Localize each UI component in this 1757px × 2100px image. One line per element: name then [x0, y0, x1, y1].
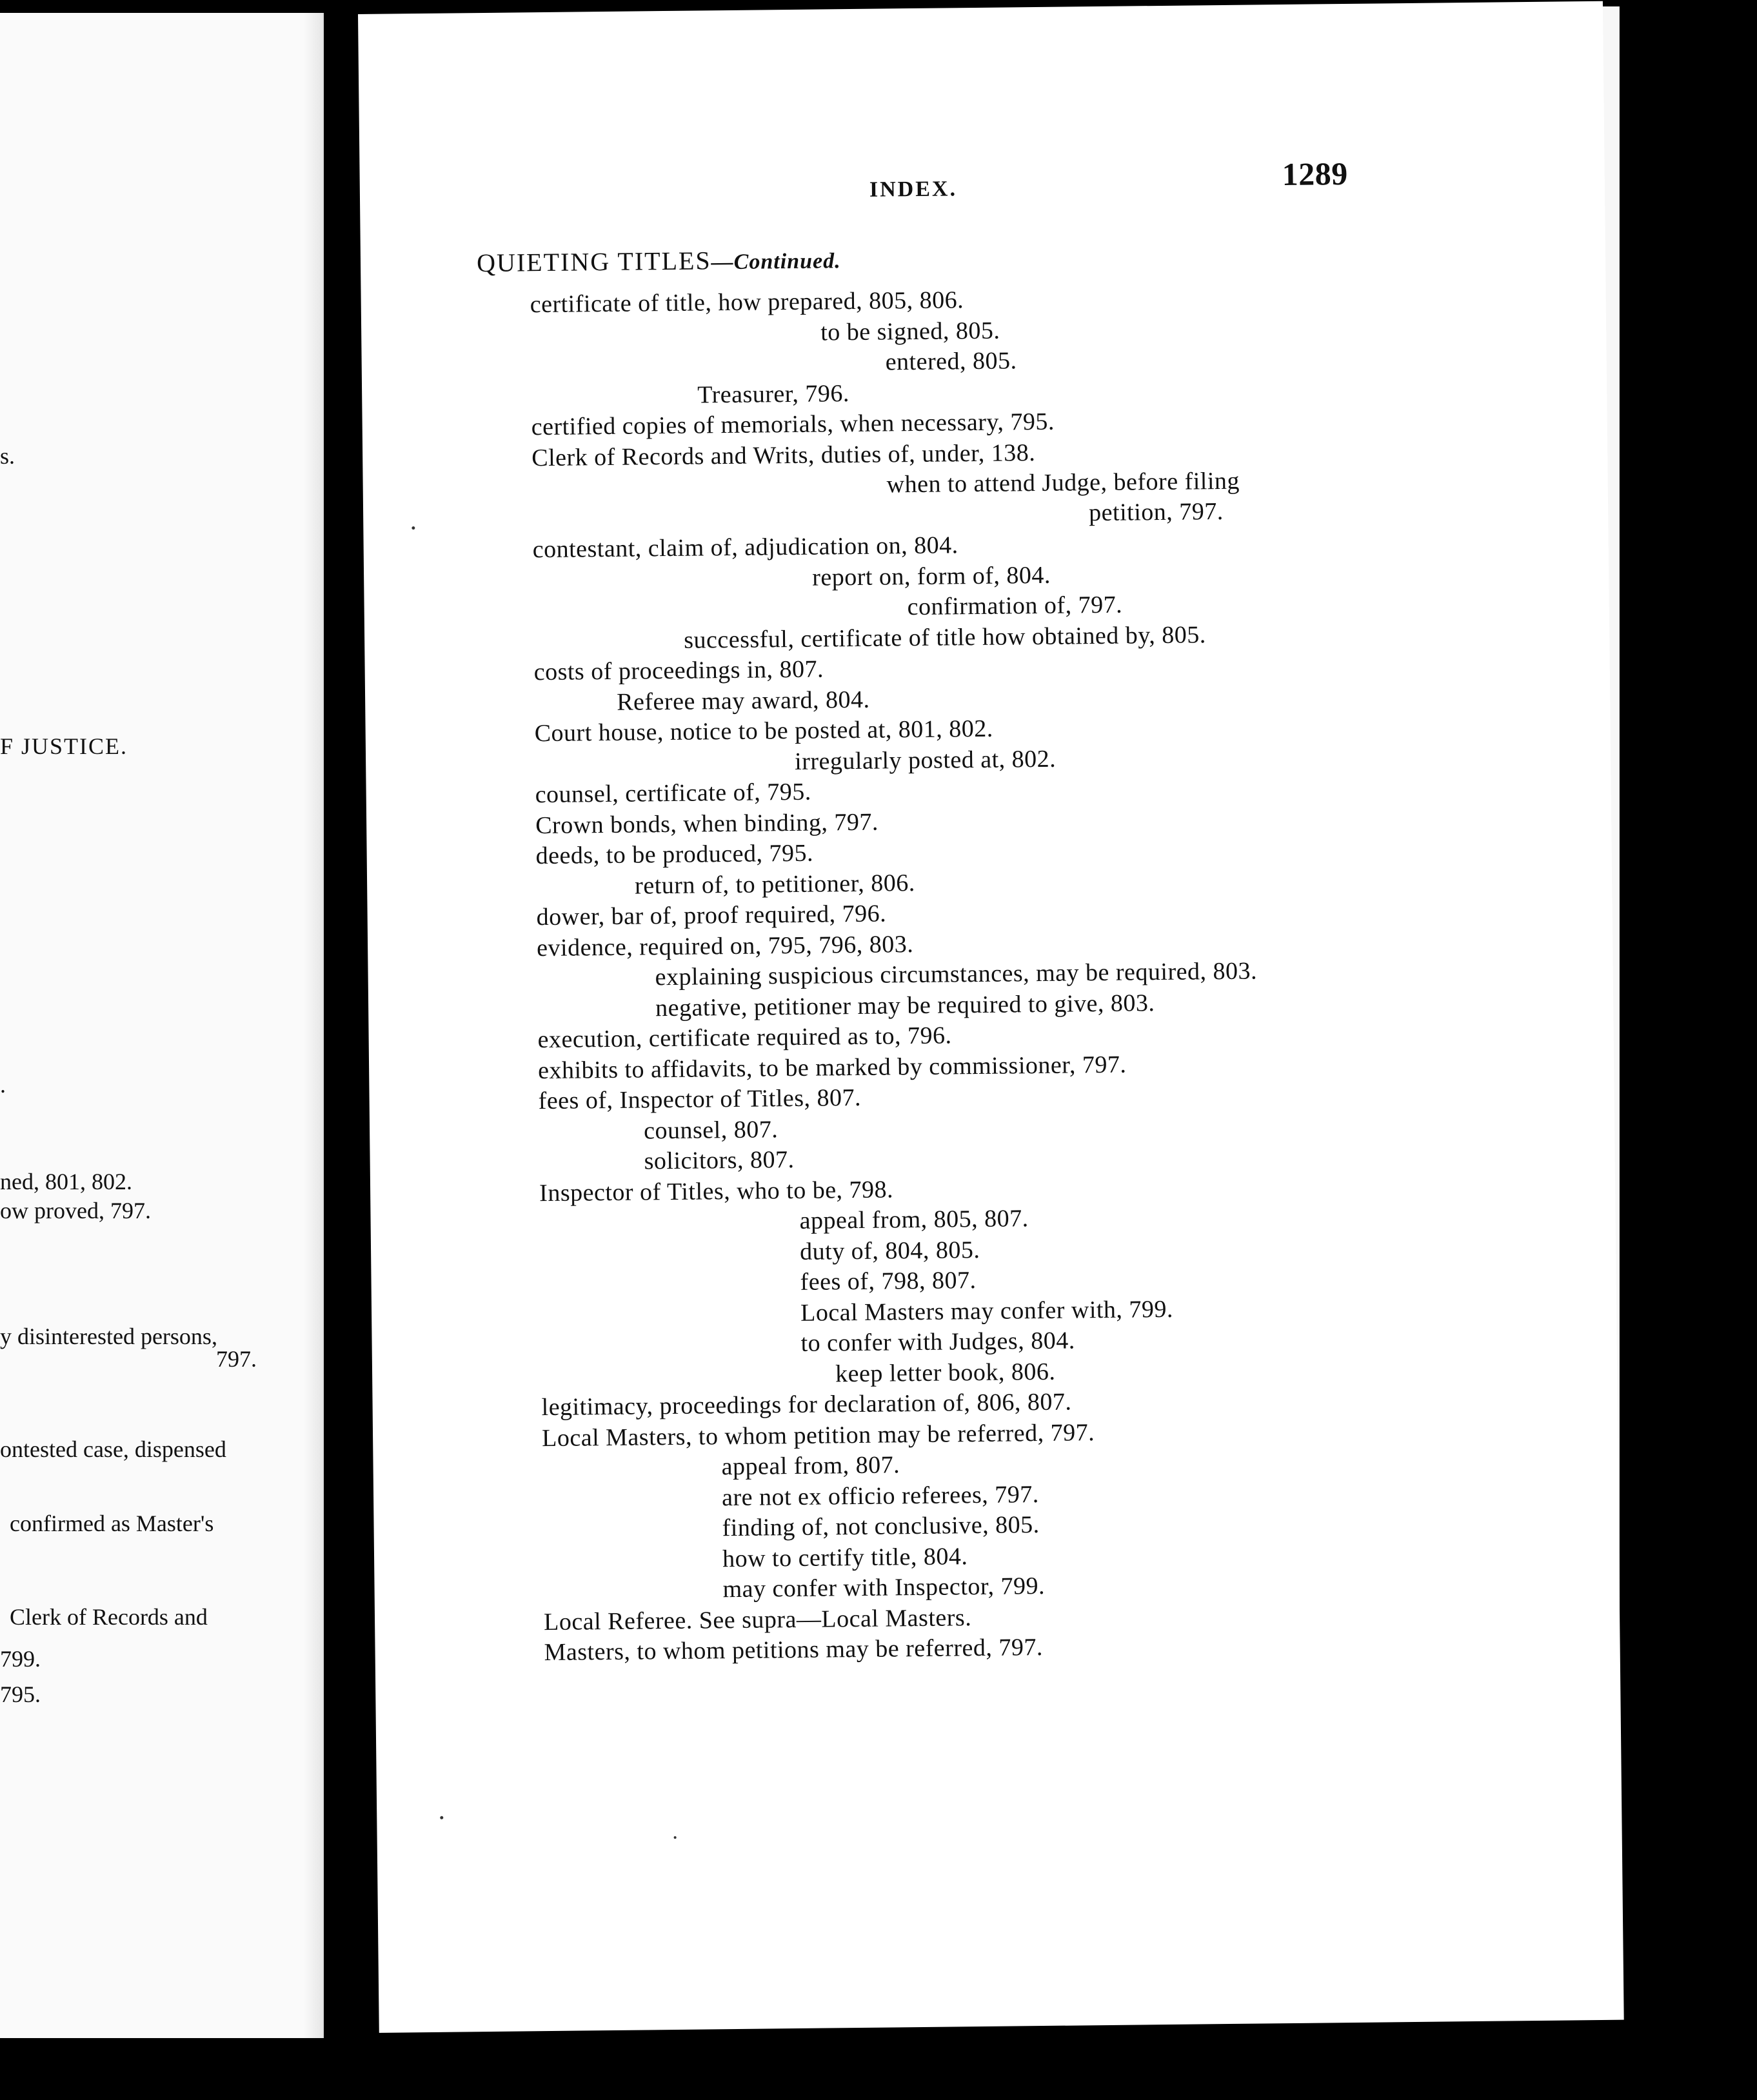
section-title: QUIETING TITLES: [476, 246, 711, 278]
left-fragment-text: ned, 801, 802.: [0, 1169, 132, 1194]
index-entry: Crown bonds, when binding, 797.: [535, 808, 879, 840]
left-fragment-text: F JUSTICE.: [0, 733, 128, 759]
index-entry: solicitors, 807.: [644, 1146, 795, 1175]
section-continued: —Continued.: [711, 249, 841, 275]
index-entry: legitimacy, proceedings for declaration of, 806, 807.: [541, 1388, 1072, 1421]
index-entry: counsel, certificate of, 795.: [535, 778, 811, 809]
index-entry: keep letter book, 806.: [835, 1358, 1056, 1388]
index-entry: certified copies of memorials, when necessary, 795.: [531, 408, 1055, 441]
index-entry: fees of, 798, 807.: [800, 1267, 977, 1296]
left-page: [0, 13, 324, 2038]
index-entry: dower, bar of, proof required, 796.: [536, 900, 887, 931]
index-entry: report on, form of, 804.: [811, 561, 1051, 591]
left-fragment-text: 795.: [0, 1681, 41, 1707]
index-entry: Local Referee. See supra—Local Masters.: [543, 1604, 972, 1636]
index-entry: deeds, to be produced, 795.: [535, 839, 814, 870]
index-entry: return of, to petitioner, 806.: [634, 869, 915, 900]
index-entry: irregularly posted at, 802.: [794, 745, 1057, 775]
index-entry: Referee may award, 804.: [616, 686, 870, 716]
page-number: 1289: [1282, 155, 1348, 193]
index-entry: are not ex officio referees, 797.: [721, 1481, 1039, 1512]
index-entry: counsel, 807.: [643, 1116, 779, 1145]
scan-speck: [440, 1816, 443, 1819]
section-heading: [477, 244, 841, 280]
index-entry: how to certify title, 804.: [722, 1543, 968, 1573]
left-fragment-text: ontested case, dispensed: [0, 1436, 226, 1462]
scan-speck: [412, 526, 415, 530]
index-entry: confirmation of, 797.: [907, 591, 1123, 621]
index-entry: exhibits to affidavits, to be marked by commissioner, 797.: [537, 1051, 1127, 1085]
index-entry: explaining suspicious circumstances, may be required, 803.: [655, 957, 1258, 991]
index-entry: may confer with Inspector, 799.: [722, 1572, 1046, 1603]
left-fragment-text: y disinterested persons,: [0, 1323, 217, 1349]
spine-shadow: [303, 13, 323, 2038]
index-entry: finding of, not conclusive, 805.: [722, 1511, 1040, 1542]
left-fragment-text: 797.: [216, 1346, 257, 1372]
index-entry: Local Masters may confer with, 799.: [800, 1295, 1174, 1327]
index-entry: contestant, claim of, adjudication on, 804.: [532, 531, 958, 564]
index-entry: Clerk of Records and Writs, duties of, under, 138.: [531, 439, 1036, 472]
index-entry: petition, 797.: [1088, 497, 1224, 527]
index-entry: duty of, 804, 805.: [799, 1236, 980, 1265]
index-entry: certificate of title, how prepared, 805, 806.: [530, 286, 964, 319]
left-fragment-text: ow proved, 797.: [0, 1198, 151, 1223]
left-fragment-text: .: [0, 1072, 6, 1098]
index-entry: fees of, Inspector of Titles, 807.: [538, 1084, 862, 1115]
index-entry: to confer with Judges, 804.: [800, 1327, 1075, 1357]
index-entry: negative, petitioner may be required to give, 803.: [655, 989, 1155, 1022]
left-fragment-text: 799.: [0, 1646, 41, 1672]
scan-speck: [674, 1836, 677, 1839]
index-entry: costs of proceedings in, 807.: [533, 655, 824, 686]
index-entry: entered, 805.: [885, 347, 1017, 376]
index-entry: Masters, to whom petitions may be referred, 797.: [544, 1634, 1044, 1667]
running-title: INDEX.: [869, 177, 958, 202]
index-entry: execution, certificate required as to, 796.: [537, 1022, 952, 1054]
index-entry: appeal from, 805, 807.: [799, 1205, 1029, 1234]
index-entry: Court house, notice to be posted at, 801, 802.: [534, 715, 993, 748]
index-entry: Inspector of Titles, who to be, 798.: [539, 1176, 894, 1207]
index-entry: when to attend Judge, before filing: [886, 467, 1240, 499]
left-fragment-text: Clerk of Records and: [10, 1604, 208, 1630]
left-fragment-text: confirmed as Master's: [10, 1511, 214, 1536]
index-entry: Treasurer, 796.: [697, 380, 850, 409]
left-fragment-text: s.: [0, 443, 15, 469]
index-entry: appeal from, 807.: [721, 1451, 900, 1481]
index-entry: successful, certificate of title how obtained by, 805.: [683, 621, 1206, 654]
index-entry: Local Masters, to whom petition may be referred, 797.: [541, 1419, 1095, 1452]
index-entry: to be signed, 805.: [820, 317, 1000, 346]
index-page: [358, 1, 1624, 2033]
index-entry: evidence, required on, 795, 796, 803.: [536, 931, 914, 962]
